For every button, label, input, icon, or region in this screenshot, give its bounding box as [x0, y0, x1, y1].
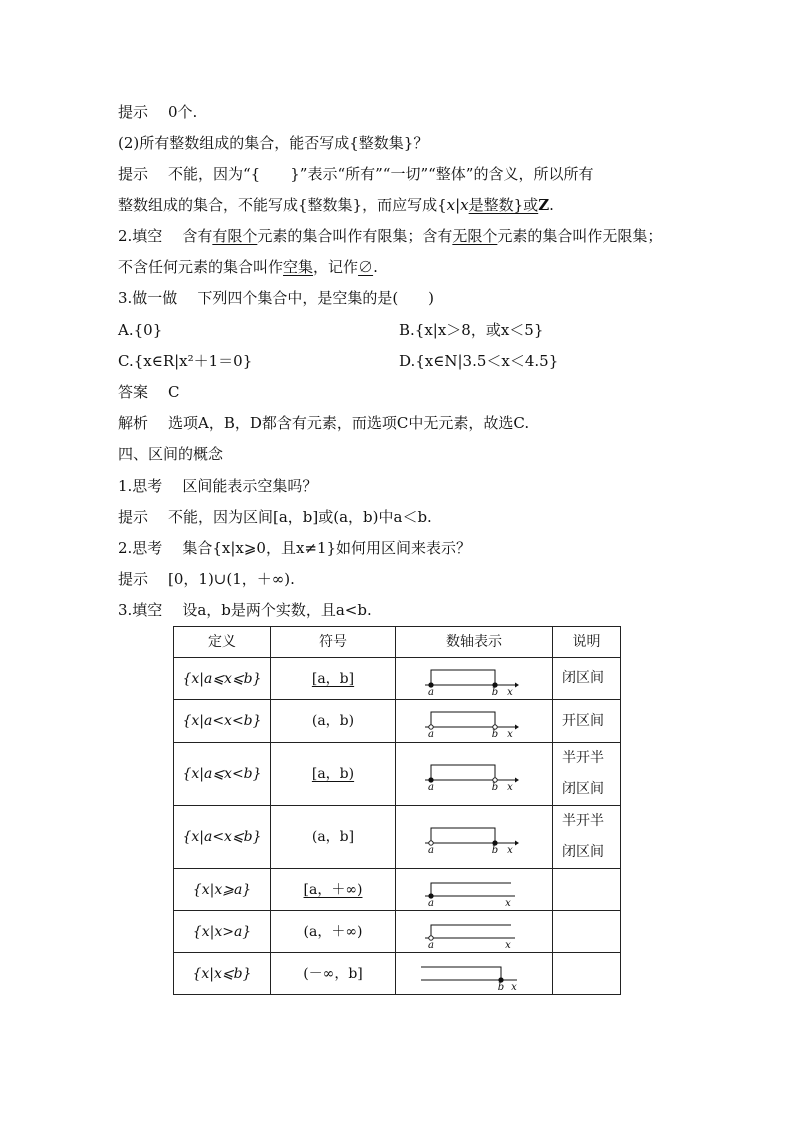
fill-in-question-3 [118, 600, 372, 620]
axis-label: x [505, 897, 511, 907]
interval-symbol: [a，b] [311, 670, 355, 687]
question-text: (2)所有整数组成的集合，能否写成{整数集}？ [118, 134, 429, 152]
axis-arrow [515, 725, 519, 730]
cell-note [553, 911, 621, 953]
analysis-text: 选项A，B，D都含有元素，而选项C中无元素，故选C. [168, 414, 530, 432]
cell-number-line [396, 658, 553, 700]
option-d: D.{x∈N|3.5＜x＜4.5} [399, 352, 559, 370]
hint-label: 提示 [118, 570, 149, 588]
table-row [174, 953, 621, 995]
section-heading: 四、区间的概念 [118, 445, 224, 463]
header-definition: 定义 [174, 627, 271, 658]
text-run: ，记作 [313, 258, 359, 276]
cell-note: 开区间 [553, 700, 621, 743]
analysis-line [118, 413, 529, 433]
table-header-row [174, 627, 621, 658]
item-number: 3.做一做 [118, 289, 178, 307]
axis-label: b [491, 686, 499, 696]
text-run: . [373, 258, 378, 276]
cell-number-line [396, 869, 553, 911]
question-text: 设a，b是两个实数，且a<b. [182, 601, 372, 619]
cell-number-line [396, 911, 553, 953]
text-run: 整数组成的集合，不能写成{整数集}，而应写成{ [118, 196, 447, 214]
interval-symbol: (a，＋∞) [303, 923, 363, 940]
interval-table [173, 626, 621, 995]
cell-number-line [396, 806, 553, 869]
axis-label: a [428, 845, 434, 854]
hint-line-1 [118, 102, 197, 122]
axis-arrow [515, 778, 519, 783]
answer-label: 答案 [118, 383, 149, 401]
blank-answer: 有限个 [212, 227, 258, 245]
cell-symbol [271, 806, 396, 869]
interval-symbol: [a，＋∞) [303, 881, 363, 898]
hint-label: 提示 [118, 508, 149, 526]
axis-label: x [507, 782, 513, 791]
hint-text: 0个. [168, 103, 198, 121]
table-row [174, 658, 621, 700]
cell-note: 半开半 闭区间 [553, 743, 621, 806]
axis-label: x [507, 845, 513, 854]
header-number-line: 数轴表示 [396, 627, 553, 658]
question-text: 区间能表示空集吗？ [182, 477, 318, 495]
cell-symbol [271, 869, 396, 911]
text-run: 含有 [182, 227, 213, 245]
item-number: 2.填空 [118, 227, 163, 245]
text-run: 元素的集合叫作无限集； [497, 227, 663, 245]
table-row [174, 700, 621, 743]
axis-label: b [491, 729, 499, 738]
question-text: 下列四个集合中，是空集的是( ) [197, 289, 435, 307]
axis-label: x [507, 686, 513, 696]
number-line [419, 957, 529, 991]
cell-note: 半开半 闭区间 [553, 806, 621, 869]
text-run: 是整数}或 [468, 196, 539, 214]
number-line [419, 757, 529, 791]
cell-number-line [396, 743, 553, 806]
cell-symbol [271, 743, 396, 806]
number-line [419, 873, 529, 907]
answer-text: C [168, 383, 180, 401]
think-question-2 [118, 538, 471, 558]
axis-arrow [515, 682, 519, 687]
hint-line-4 [118, 569, 295, 589]
cell-definition: {x|x⩾a} [174, 869, 271, 911]
blank-answer: 无限个 [452, 227, 498, 245]
interval-bracket [431, 883, 511, 896]
var-x: x [460, 196, 469, 214]
set-z: Z [538, 196, 550, 214]
text-run: 不含任何元素的集合叫作 [118, 258, 284, 276]
hint-text: [0，1)∪(1，＋∞). [168, 570, 295, 588]
cell-definition: {x|a<x<b} [174, 700, 271, 743]
option-c: C.{x∈R|x²＋1＝0} [118, 352, 253, 370]
table-row [174, 911, 621, 953]
axis-label: b [491, 782, 499, 791]
table-row [174, 869, 621, 911]
interval-bracket [421, 967, 501, 980]
axis-arrow [515, 841, 519, 846]
hint-line-3 [118, 507, 432, 527]
item-number: 3.填空 [118, 601, 163, 619]
hint-line-2-cont [118, 195, 554, 215]
axis-label: a [428, 686, 434, 696]
cell-number-line [396, 953, 553, 995]
cell-symbol [271, 953, 396, 995]
axis-label: x [511, 981, 517, 991]
think-question-1 [118, 476, 317, 496]
table-row [174, 743, 621, 806]
axis-label: a [428, 897, 434, 907]
header-symbol: 符号 [271, 627, 396, 658]
fill-in-line-1 [118, 226, 662, 246]
interval-bracket [431, 765, 495, 780]
exercise-question [118, 288, 434, 308]
cell-definition: {x|a⩽x⩽b} [174, 658, 271, 700]
axis-label: a [428, 729, 434, 738]
blank-answer: ∅ [358, 258, 374, 276]
interval-symbol: (a，b] [311, 829, 355, 845]
cell-definition: {x|a⩽x<b} [174, 743, 271, 806]
axis-label: a [428, 782, 434, 791]
option-a: A.{0} [118, 321, 163, 339]
axis-label: b [497, 981, 505, 991]
interval-bracket [431, 925, 511, 938]
cell-note [553, 869, 621, 911]
cell-definition: {x|x⩽b} [174, 953, 271, 995]
text-run: 元素的集合叫作有限集；含有 [257, 227, 453, 245]
cell-note [553, 953, 621, 995]
var-x: x [446, 196, 456, 214]
interval-bracket [431, 828, 495, 843]
cell-note: 闭区间 [553, 658, 621, 700]
interval-symbol: (－∞，b] [303, 965, 363, 982]
item-number: 1.思考 [118, 477, 163, 495]
option-b: B.{x|x＞8，或x＜5} [399, 321, 544, 339]
cell-definition: {x|a<x⩽b} [174, 806, 271, 869]
question-text: 集合{x|x⩾0，且x≠1}如何用区间来表示？ [182, 539, 472, 557]
item-number: 2.思考 [118, 539, 163, 557]
header-note: 说明 [553, 627, 621, 658]
hint-text: 不能，因为区间[a，b]或(a，b)中a＜b. [168, 508, 432, 526]
number-line [419, 704, 529, 738]
interval-bracket [431, 670, 495, 685]
number-line [419, 662, 529, 696]
cell-symbol [271, 911, 396, 953]
axis-label: a [428, 939, 434, 949]
axis-label: x [505, 939, 511, 949]
question-2 [118, 133, 428, 153]
answer-line [118, 382, 180, 402]
hint-label: 提示 [118, 103, 149, 121]
hint-label: 提示 [118, 165, 149, 183]
axis-label: b [491, 845, 499, 854]
cell-definition: {x|x>a} [174, 911, 271, 953]
number-line [419, 915, 529, 949]
text-run: . [549, 196, 554, 214]
number-line [419, 820, 529, 854]
hint-line-2 [118, 164, 593, 184]
cell-symbol [271, 658, 396, 700]
cell-symbol [271, 700, 396, 743]
hint-text: 不能，因为“{ }”表示“所有”“一切”“整体”的含义，所以所有 [168, 165, 594, 183]
interval-symbol: (a，b) [311, 713, 355, 729]
axis-label: x [507, 729, 513, 738]
text-run: | [455, 196, 461, 214]
cell-number-line [396, 700, 553, 743]
analysis-label: 解析 [118, 414, 149, 432]
fill-in-line-2 [118, 257, 378, 277]
interval-bracket [431, 712, 495, 727]
blank-answer: 空集 [283, 258, 314, 276]
table-row [174, 806, 621, 869]
interval-symbol: [a，b) [311, 766, 355, 782]
